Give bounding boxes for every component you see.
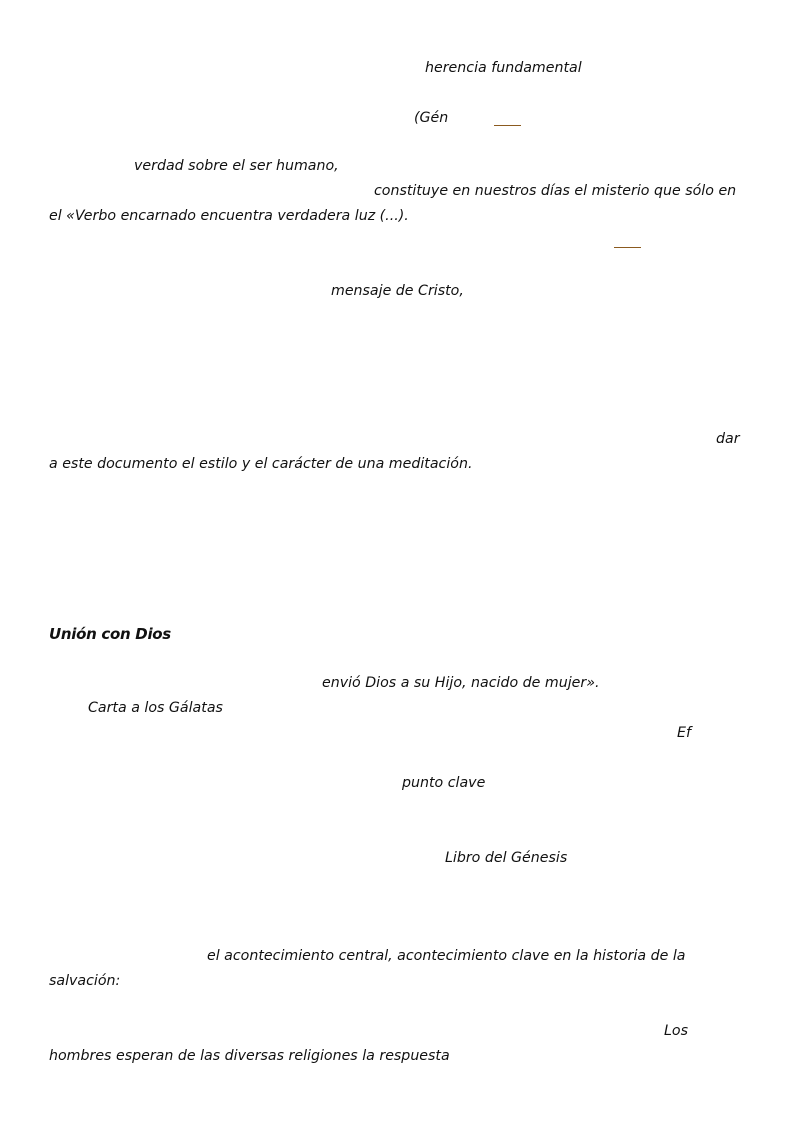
text-dar: dar [716, 431, 740, 447]
section-heading: Unión con Dios [49, 625, 171, 643]
footnote-rule [614, 247, 641, 248]
text-punto-clave: punto clave [402, 775, 486, 791]
text-mensaje-cristo: mensaje de Cristo, [331, 283, 464, 299]
text-misterio: constituye en nuestros días el misterio que sólo en [374, 183, 737, 199]
text-acontecimiento-central: el acontecimiento central, acontecimiento clave en la historia de la [207, 948, 686, 964]
text-hombres-esperan: hombres esperan de las diversas religiones la respuesta [49, 1048, 450, 1064]
text-verdad-ser-humano: verdad sobre el ser humano, [134, 158, 339, 174]
text-verbo-encarnado: el «Verbo encarnado encuentra verdadera luz (...). [49, 208, 409, 224]
text-herencia-fundamental: herencia fundamental [425, 60, 582, 76]
text-libro-genesis: Libro del Génesis [445, 850, 568, 866]
footnote-rule [494, 125, 521, 126]
text-los: Los [664, 1023, 688, 1039]
text-ef: Ef [677, 725, 691, 741]
text-salvacion: salvación: [49, 973, 121, 989]
text-carta-galatas: Carta a los Gálatas [88, 700, 223, 716]
text-gen-reference: (Gén [414, 110, 449, 126]
text-envio-dios: envió Dios a su Hijo, nacido de mujer». [322, 675, 600, 691]
text-meditacion: a este documento el estilo y el carácter de una meditación. [49, 456, 473, 472]
